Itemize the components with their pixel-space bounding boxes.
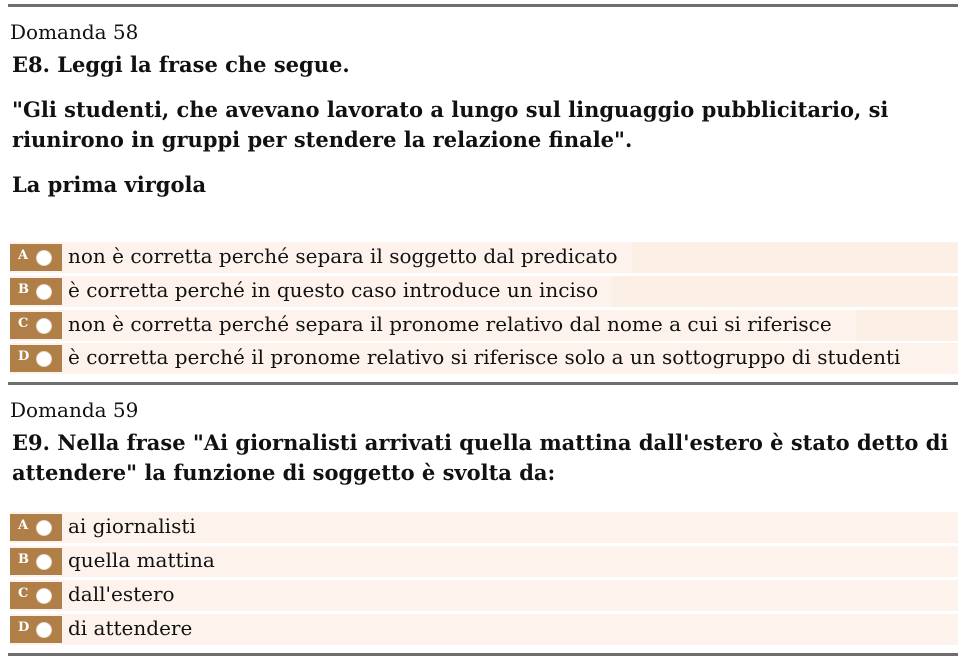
option-text: dall'estero [68, 582, 175, 606]
option-58-c[interactable] [10, 310, 958, 341]
option-badge [10, 278, 62, 305]
option-text: ai giornalisti [68, 514, 196, 538]
option-58-b[interactable] [10, 276, 958, 307]
option-58-a[interactable] [10, 242, 958, 273]
question-number: Domanda 58 [10, 20, 139, 44]
option-text: di attendere [68, 616, 193, 640]
option-row-tail [632, 242, 958, 273]
option-text: non è corretta perché separa il soggetto dal predicato [68, 244, 618, 268]
question-prompt: E9. Nella frase "Ai giornalisti arrivati quella mattina dall'estero è stato detto di attendere" la funzione di soggetto è svolta da: [12, 430, 949, 485]
question-prompt: E8. Leggi la frase che segue. [12, 52, 350, 77]
option-letter: D [18, 620, 30, 635]
option-59-d[interactable] [10, 614, 958, 645]
radio-icon[interactable] [36, 284, 52, 300]
option-59-b[interactable] [10, 546, 958, 577]
radio-icon[interactable] [36, 554, 52, 570]
radio-icon[interactable] [36, 588, 52, 604]
option-badge [10, 312, 62, 339]
option-text: quella mattina [68, 548, 215, 572]
option-letter: C [18, 586, 29, 601]
bottom-divider [8, 653, 958, 656]
question-stem: La prima virgola [12, 172, 207, 197]
option-badge [10, 514, 62, 541]
option-row-tail [856, 310, 958, 341]
option-59-c[interactable] [10, 580, 958, 611]
option-badge [10, 548, 62, 575]
option-letter: A [18, 248, 29, 263]
radio-icon[interactable] [36, 250, 52, 266]
option-text: è corretta perché il pronome relativo si riferisce solo a un sottogruppo di studenti [68, 345, 901, 369]
question-number: Domanda 59 [10, 398, 139, 422]
option-letter: C [18, 316, 29, 331]
option-58-d[interactable] [10, 343, 958, 374]
option-badge [10, 616, 62, 643]
top-divider [8, 4, 958, 7]
option-letter: B [18, 552, 29, 567]
option-59-a[interactable] [10, 512, 958, 543]
question-divider [8, 382, 958, 385]
option-letter: D [18, 349, 30, 364]
option-letter: B [18, 282, 29, 297]
radio-icon[interactable] [36, 318, 52, 334]
radio-icon[interactable] [36, 622, 52, 638]
option-badge [10, 345, 62, 372]
radio-icon[interactable] [36, 520, 52, 536]
question-quote: "Gli studenti, che avevano lavorato a lungo sul linguaggio pubblicitario, si riunirono in gruppi per stendere la relazione finale". [12, 97, 889, 152]
option-text: è corretta perché in questo caso introduce un inciso [68, 278, 599, 302]
option-letter: A [18, 518, 29, 533]
option-text: non è corretta perché separa il pronome relativo dal nome a cui si riferisce [68, 312, 832, 336]
option-badge [10, 244, 62, 271]
option-badge [10, 582, 62, 609]
radio-icon[interactable] [36, 351, 52, 367]
option-row-tail [612, 276, 958, 307]
